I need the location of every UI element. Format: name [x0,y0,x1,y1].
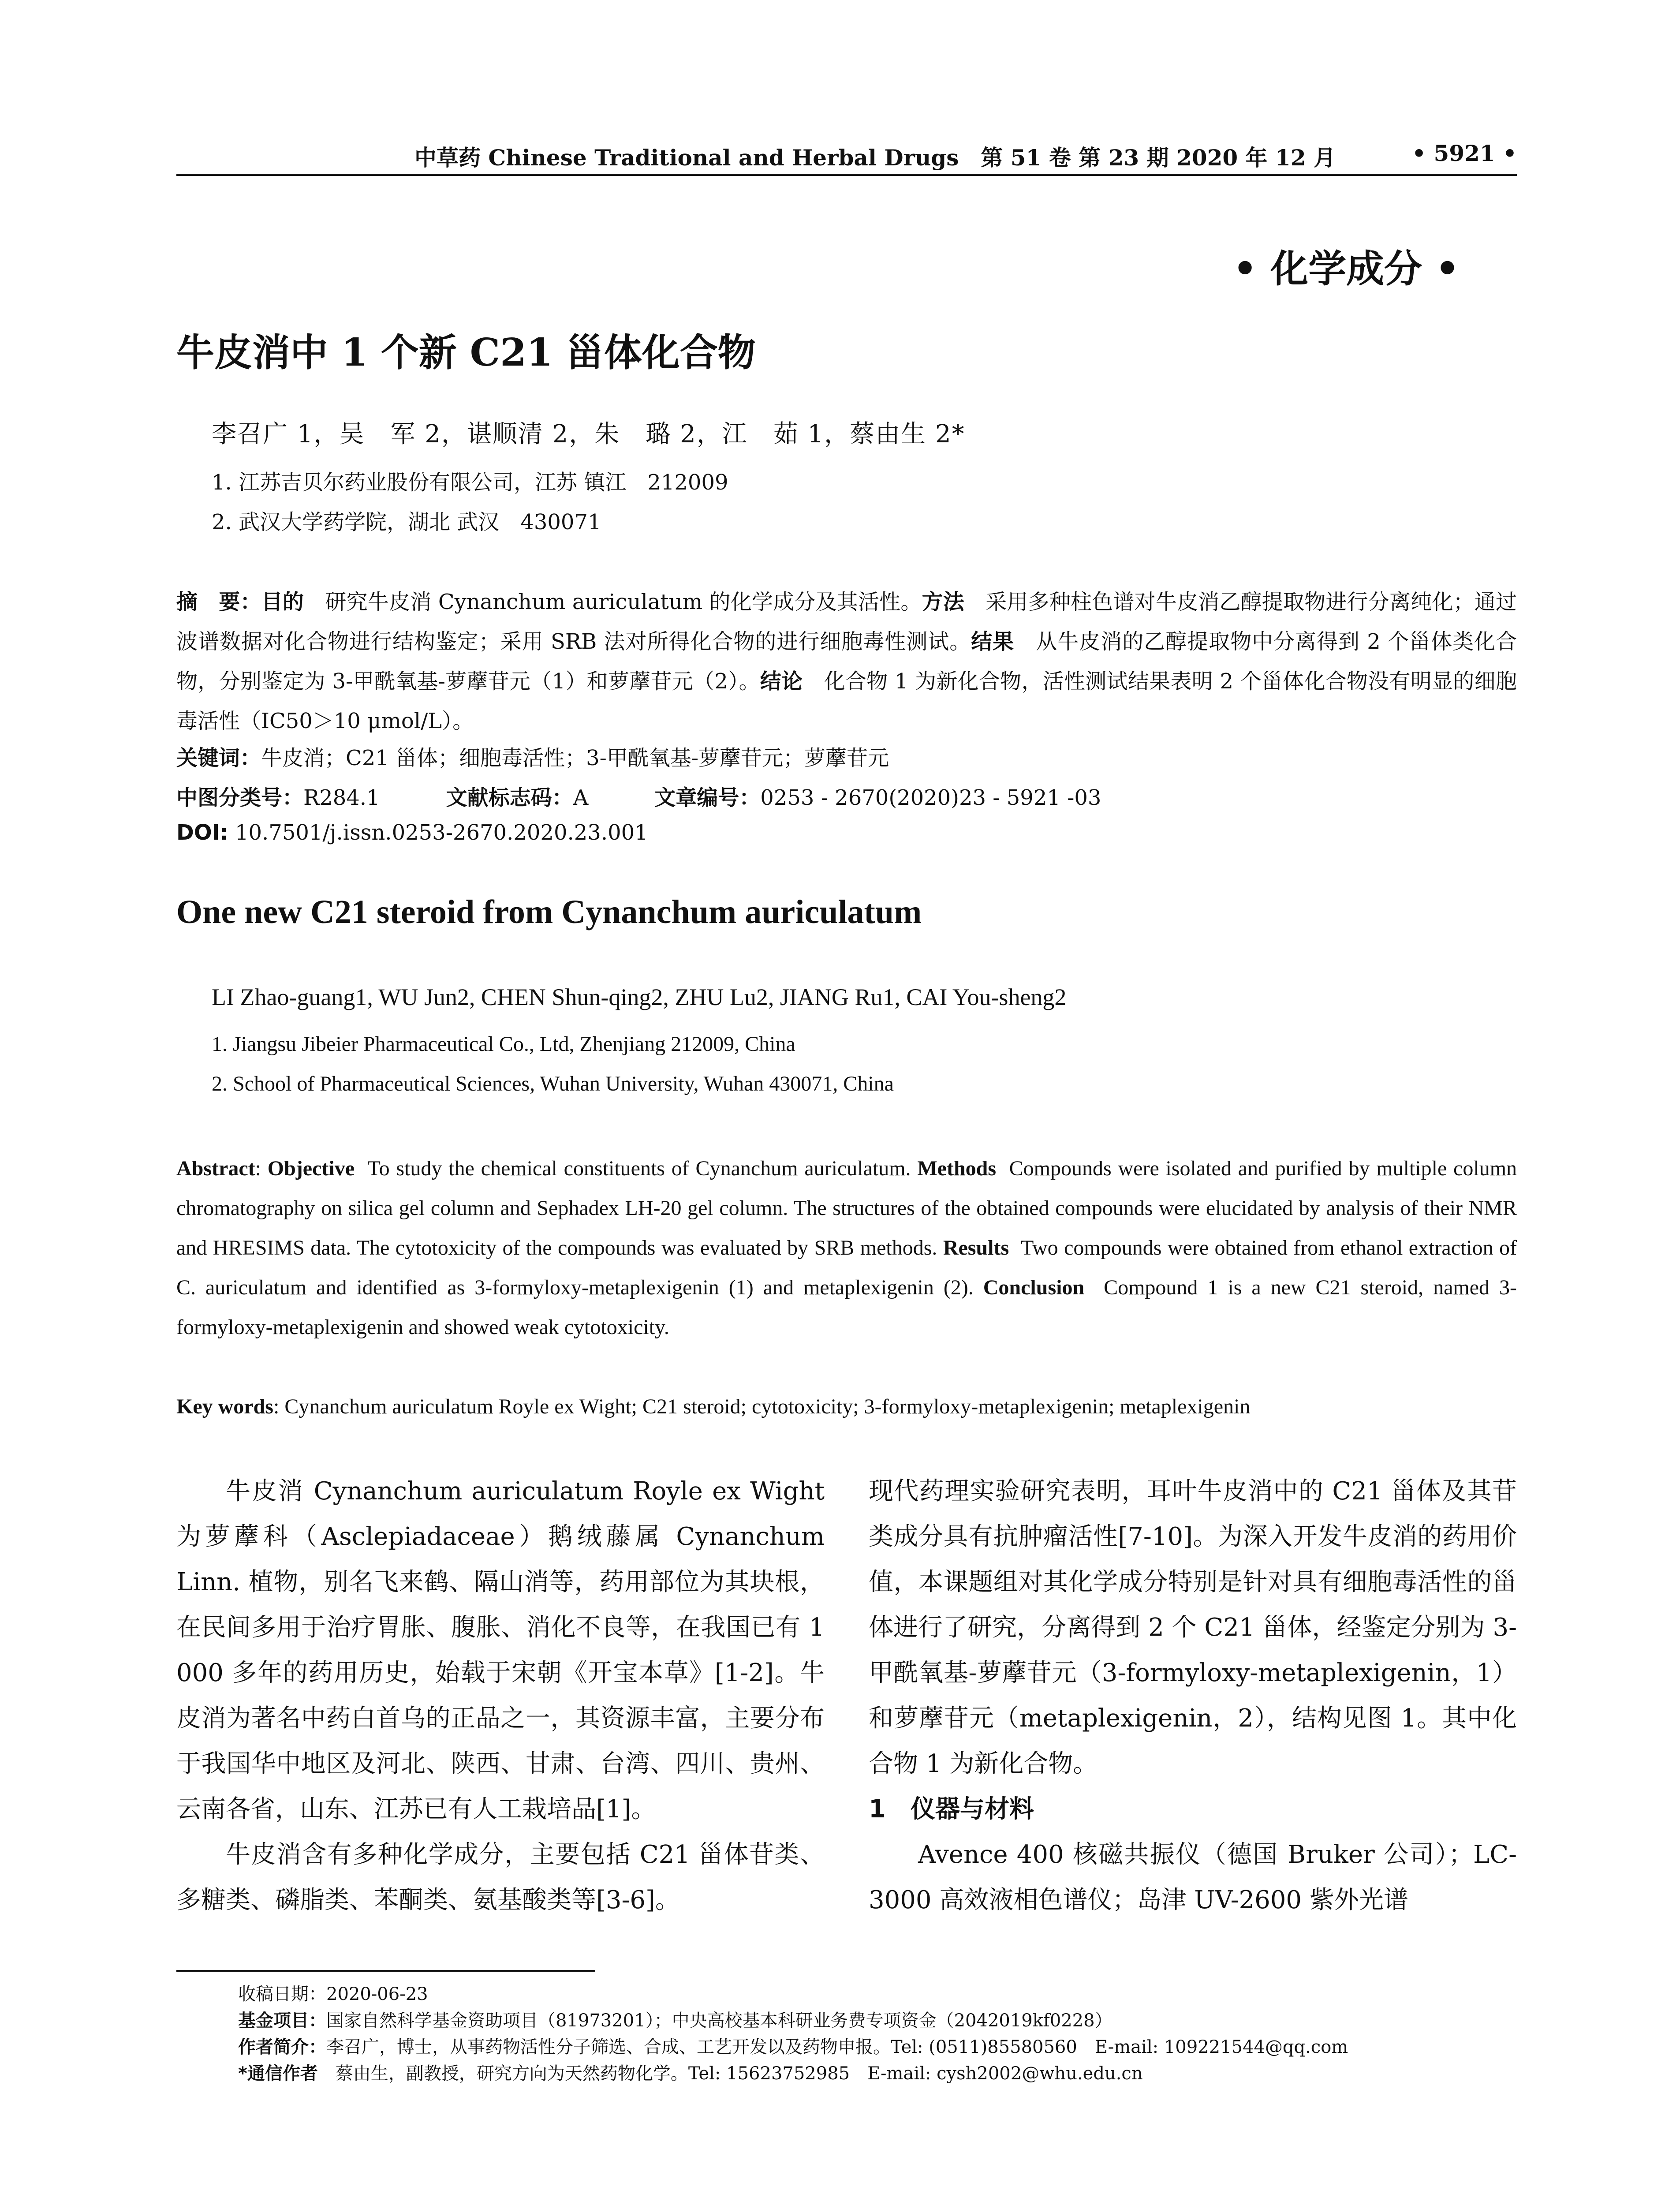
results-label: 结果 [971,629,1015,654]
header-rule [176,174,1517,176]
abstract-en-label: Abstract [176,1157,255,1180]
authors-en: LI Zhao-guang1, WU Jun2, CHEN Shun-qing2, ZHU Lu2, JIANG Ru1, CAI You-sheng2 [212,984,1067,1010]
objective-text: 研究牛皮消 Cynanchum auriculatum 的化学成分及其活性。 [325,590,922,614]
keywords-cn-label: 关键词： [176,746,261,770]
running-header [176,140,1517,176]
affiliation-cn-2: 2. 武汉大学药学院，湖北 武汉 430071 [212,510,601,534]
page-number: • 5921 • [1412,140,1517,166]
abstract-cn [176,582,1517,741]
keywords-en-label: Key words [176,1395,273,1418]
keywords-cn [176,741,889,771]
article-number-value: 0253 - 2670(2020)23 - 5921 -03 [760,785,1101,810]
methods-label: 方法 [922,590,964,614]
author-bio-text: 李召广，博士，从事药物活性分子筛选、合成、工艺开发以及药物申报。Tel: (0511)85580560 E-mail: 109221544@qq.com [326,2037,1348,2057]
corresponding-label: *通信作者 [238,2063,318,2084]
methods-en-label: Methods [917,1157,997,1180]
results-text: 从牛皮消的乙醇提取物中分离得到 2 个甾体类化合物，分别鉴定为 3-甲酰氧基-萝藦苷元（1）和萝藦苷元（2）。 [176,629,1517,694]
footnote-rule [176,1970,595,1972]
corresponding-text: 蔡由生，副教授，研究方向为天然药物化学。Tel: 15623752985 E-mail: cysh2002@whu.edu.cn [335,2063,1143,2084]
body-paragraph: 牛皮消含有多种化学成分，主要包括 C21 甾体苷类、多糖类、磷脂类、苯酮类、氨基酸类等[3-6]。 [176,1840,825,1914]
title-en: One new C21 steroid from Cynanchum auriculatum [176,893,922,931]
fund-text: 国家自然科学基金资助项目（81973201）；中央高校基本科研业务费专项资金（2042019kf0228） [326,2011,1113,2031]
objective-label: 目的 [261,590,304,614]
clc-label: 中图分类号： [176,785,304,810]
journal-issue-line: Chinese Traditional and Herbal Drugs 第 51 卷 第 23 期 2020 年 12 月 [488,145,1336,171]
abstract-en: Abstract: Objective To study the chemical constituents of Cynanchum auriculatum. Methods Compounds were isolated and purified by multiple column chromatography on silica gel column and Sephadex LH-20 gel column. The structures of the obtained compounds were elucidated by analysis of their NMR and HRESIMS data. The cytotoxicity of the compounds was evaluated by SRB methods. Results Two compounds were obtained from ethanol extraction of C. auriculatum and identified as 3-formyloxy-metaplexigenin (1) and metaplexigenin (2). Conclusion Compound 1 is a new C21 steroid, named 3-formyloxy-metaplexigenin and showed weak cytotoxicity. [176,1157,1517,1339]
doi-line [176,820,648,845]
results-en-label: Results [943,1236,1009,1259]
footnote-fund [238,2007,1113,2032]
footnote-author [238,2033,1348,2058]
author-bio-label: 作者简介： [238,2037,326,2057]
title-cn: 牛皮消中 1 个新 C21 甾体化合物 [176,330,756,375]
article-number-label: 文章编号： [654,785,761,810]
conclusion-en-label: Conclusion [983,1276,1085,1299]
methods-en-text: Compounds were isolated and purified by multiple column chromatography on silica gel column and Sephadex LH-20 gel column. The structures of the obtained compounds were elucidated by analysis of their NMR and HRESIMS data. The cytotoxicity of the compounds was evaluated by SRB methods. [176,1157,1517,1259]
body-paragraph: Avence 400 核磁共振仪（德国 Bruker 公司）；LC-3000 高效液相色谱仪；岛津 UV-2600 紫外光谱 [869,1840,1517,1914]
body-paragraph: 牛皮消 Cynanchum auriculatum Royle ex Wight 为萝藦科（Asclepiadaceae）鹅绒藤属 Cynanchum Linn. 植物，别名飞来鹤、隔山消等，药用部位为其块根，在民间多用于治疗胃胀、腹胀、消化不良等，在我国已有 1 000 多年的药用历史，始载于宋朝《开宝本草》[1-2]。牛皮消为著名中药白首乌的正品之一，其资源丰富，主要分布于我国华中地区及河北、陕西、甘肃、台湾、四川、贵州、云南各省，山东、江苏已有人工栽培品[1]。 [176,1477,825,1824]
body-column-left [176,1469,825,1923]
abstract-cn-label: 摘 要： [176,590,261,614]
section-heading: 1 仪器与材料 [869,1795,1034,1824]
body-paragraph: 现代药理实验研究表明，耳叶牛皮消中的 C21 甾体及其苷类成分具有抗肿瘤活性[7-10]。为深入开发牛皮消的药用价值，本课题组对其化学成分特别是针对具有细胞毒活性的甾体进行了研究，分离得到 2 个 C21 甾体，经鉴定分别为 3-甲酰氧基-萝藦苷元（3-formyloxy-metaplexigenin，1）和萝藦苷元（metaplexigenin，2），结构见图 1。其中化合物 1 为新化合物。 [869,1477,1517,1778]
footnote-received: 收稿日期：2020-06-23 [238,1984,428,2004]
conclusion-text: 化合物 1 为新化合物，活性测试结果表明 2 个甾体化合物没有明显的细胞毒活性（IC50＞10 μmol/L）。 [176,669,1517,733]
objective-en-label: Objective [267,1157,355,1180]
keywords-en: Key words: Cynanchum auriculatum Royle ex Wight; C21 steroid; cytotoxicity; 3-formyloxy-metaplexigenin; metaplexigenin [176,1395,1251,1418]
affiliation-en-1: 1. Jiangsu Jibeier Pharmaceutical Co., Ltd, Zhenjiang 212009, China [212,1032,795,1056]
conclusion-label: 结论 [760,669,803,694]
journal-name-cn: 中草药 [414,145,481,171]
conclusion-en-text: Compound 1 is a new C21 steroid, named 3-formyloxy-metaplexigenin and showed weak cytotoxicity. [176,1276,1517,1339]
footnote-corresponding [238,2059,1143,2085]
clc-value: R284.1 [303,785,380,810]
keywords-cn-text: 牛皮消；C21 甾体；细胞毒活性；3-甲酰氧基-萝藦苷元；萝藦苷元 [261,746,889,770]
results-en-text: Two compounds were obtained from ethanol extraction of C. auriculatum and identified as 3-formyloxy-metaplexigenin (1) and metaplexigenin (2). [176,1236,1517,1299]
fund-label: 基金项目： [238,2011,326,2031]
doc-code-label: 文献标志码： [446,785,573,810]
section-tag: • 化学成分 • [1233,247,1460,291]
keywords-en-text: Cynanchum auriculatum Royle ex Wight; C21 steroid; cytotoxicity; 3-formyloxy-metaplexigenin; metaplexigenin [284,1395,1251,1418]
doi-label: DOI: [176,820,228,845]
methods-text: 采用多种柱色谱对牛皮消乙醇提取物进行分离纯化；通过波谱数据对化合物进行结构鉴定；采用 SRB 法对所得化合物的进行细胞毒性测试。 [176,590,1517,654]
classification-line [176,781,1101,811]
doc-code-value: A [573,785,589,810]
objective-en-text: To study the chemical constituents of Cynanchum auriculatum. [367,1157,911,1180]
authors-cn: 李召广 1，吴 军 2，谌顺清 2，朱 璐 2，江 茹 1，蔡由生 2* [212,420,965,448]
affiliation-en-2: 2. School of Pharmaceutical Sciences, Wuhan University, Wuhan 430071, China [212,1072,894,1095]
doi-link[interactable]: 10.7501/j.issn.0253-2670.2020.23.001 [235,820,648,845]
body-column-right [869,1469,1517,1923]
affiliation-cn-1: 1. 江苏吉贝尔药业股份有限公司，江苏 镇江 212009 [212,470,728,495]
